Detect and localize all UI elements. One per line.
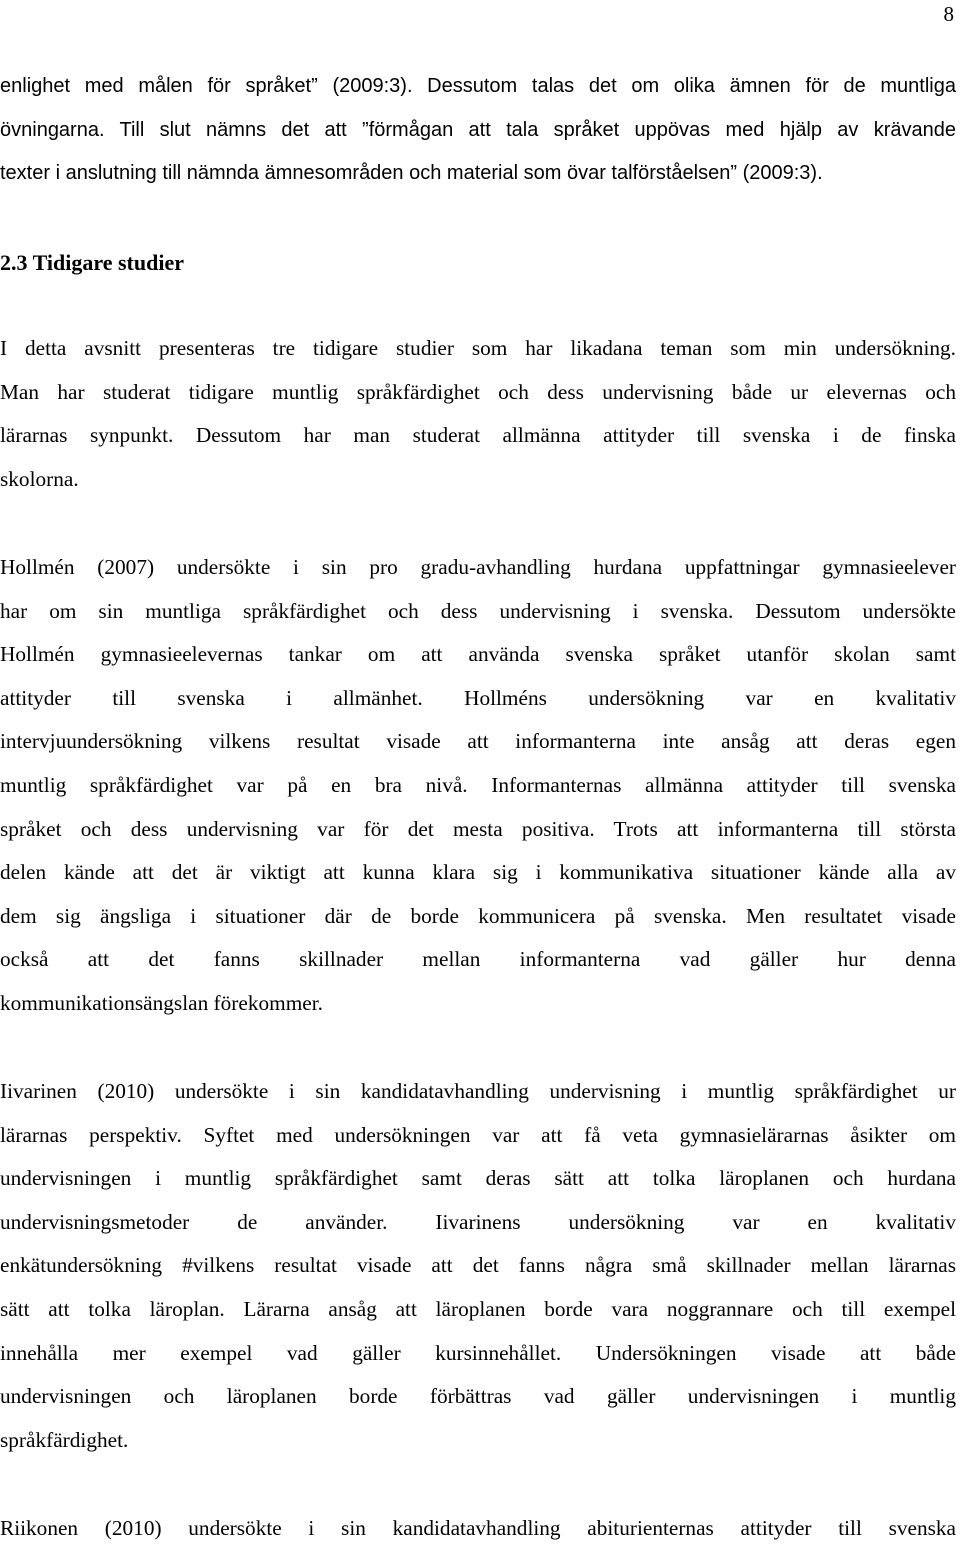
text-line: undervisningsmetoder de använder. Iivarinens undersökning var en kvalitativ	[0, 1209, 956, 1234]
text-line: språket och dess undervisning var för det mesta positiva. Trots att informanterna till största	[0, 816, 956, 841]
text-line: övningarna. Till slut nämns det att ”förmågan att tala språket uppövas med hjälp av krävande	[0, 118, 956, 141]
text-line: har om sin muntliga språkfärdighet och dess undervisning i svenska. Dessutom undersökte	[0, 598, 956, 623]
page-number: 8	[943, 2, 954, 26]
text-line: skolorna.	[0, 466, 79, 491]
text-line: delen kände att det är viktigt att kunna klara sig i kommunikativa situationer kände alla av	[0, 860, 956, 885]
text-line: kommunikationsängslan förekommer.	[0, 990, 323, 1015]
text-line: Man har studerat tidigare muntlig språkfärdighet och dess undervisning både ur elevernas och	[0, 379, 956, 404]
text-line: muntlig språkfärdighet var på en bra nivå. Informanternas allmänna attityder till svenska	[0, 772, 956, 797]
body-paragraph-riikonen	[0, 1507, 956, 1551]
text-line: attityder till svenska i allmänhet. Hollméns undersökning var en kvalitativ	[0, 685, 956, 710]
text-line: intervjuundersökning vilkens resultat visade att informanterna inte ansåg att deras egen	[0, 729, 956, 754]
text-line: språkfärdighet.	[0, 1427, 129, 1452]
text-line: enlighet med målen för språket” (2009:3). Dessutom talas det om olika ämnen för de muntliga	[0, 75, 956, 97]
body-paragraph-iivarinen	[0, 1070, 956, 1462]
body-paragraph-intro	[0, 327, 956, 501]
text-line: Iivarinen (2010) undersökte i sin kandidatavhandling undervisning i muntlig språkfärdighet ur	[0, 1079, 956, 1103]
text-line: dem sig ängsliga i situationer där de borde kommunicera på svenska. Men resultatet visade	[0, 903, 956, 928]
text-line: också att det fanns skillnader mellan informanterna vad gäller hur denna	[0, 947, 956, 972]
text-line: undervisningen i muntlig språkfärdighet samt deras sätt att tolka läroplanen och hurdana	[0, 1166, 956, 1191]
text-line: lärarnas synpunkt. Dessutom har man studerat allmänna attityder till svenska i de finska	[0, 423, 956, 448]
body-paragraph-hollmen	[0, 546, 956, 1026]
text-line: sätt att tolka läroplan. Lärarna ansåg att läroplanen borde vara noggrannare och till exempel	[0, 1296, 956, 1321]
text-line: Hollmén gymnasieelevernas tankar om att använda svenska språket utanför skolan samt	[0, 642, 956, 667]
intro-paragraph	[0, 65, 956, 196]
section-heading: 2.3 Tidigare studier	[0, 250, 184, 275]
text-line: enkätundersökning #vilkens resultat visade att det fanns några små skillnader mellan lärarnas	[0, 1253, 956, 1278]
text-line: Hollmén (2007) undersökte i sin pro gradu-avhandling hurdana uppfattningar gymnasieelever	[0, 555, 956, 579]
text-line: lärarnas perspektiv. Syftet med undersökningen var att få veta gymnasielärarnas åsikter om	[0, 1122, 956, 1147]
text-line: Riikonen (2010) undersökte i sin kandidatavhandling abiturienternas attityder till svenska	[0, 1516, 956, 1540]
text-line: innehålla mer exempel vad gäller kursinnehållet. Undersökningen visade att både	[0, 1340, 956, 1365]
text-line: texter i anslutning till nämnda ämnesområden och material som övar talförståelsen” (2009:3).	[0, 162, 823, 185]
text-line: I detta avsnitt presenteras tre tidigare studier som har likadana teman som min undersökning.	[0, 336, 956, 360]
text-line: undervisningen och läroplanen borde förbättras vad gäller undervisningen i muntlig	[0, 1384, 956, 1409]
